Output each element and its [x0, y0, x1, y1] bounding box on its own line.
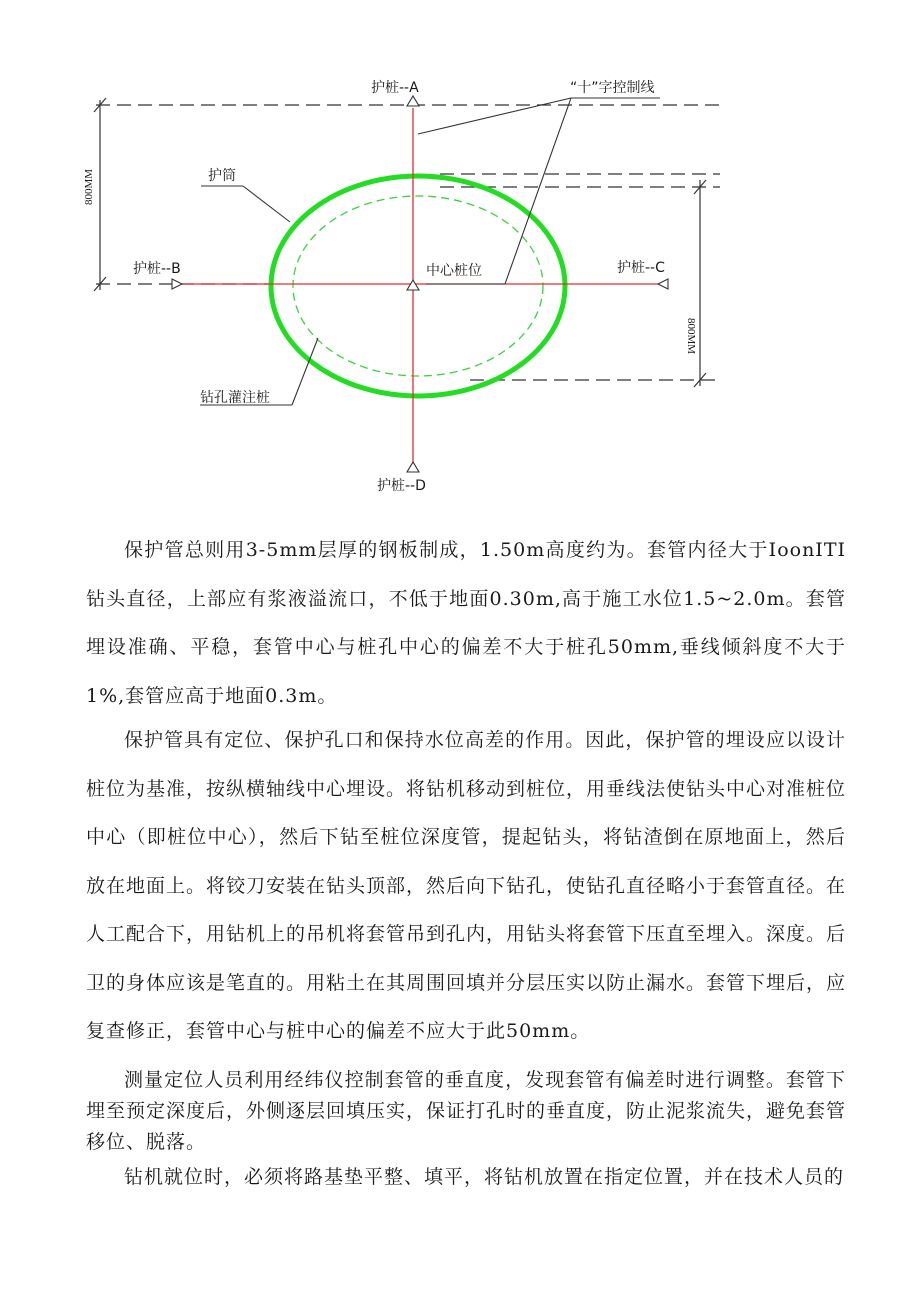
center-stake-marker [407, 280, 419, 290]
pile-d-label: 护桩--D [377, 478, 426, 494]
paragraph-drill-positioning: 钻机就位时，必须将路基垫平整、填平，将钻机放置在指定位置，并在技术人员的 [124, 1166, 845, 1188]
stake-b-marker [172, 279, 182, 289]
casing-ring [271, 176, 565, 396]
cross-control-lines [180, 108, 660, 466]
stake-a-marker [407, 96, 419, 106]
pile-a-label: 护桩--A [371, 80, 419, 96]
pile-casing-layout-diagram [0, 0, 920, 510]
stake-d-marker [407, 462, 419, 472]
pile-c-label: 护桩--C [617, 260, 665, 276]
dimension-dashed-lines [96, 105, 720, 380]
paragraph-verticality-control: 测量定位人员利用经纬仪控制套管的垂直度，发现套管有偏差时进行调整。套管下埋至预定深度后，外侧逐层回填压实，保证打孔时的垂直度，防止泥浆流失，避免套管移位、脱落。 [86, 1069, 847, 1153]
bored-pile-label: 钻孔灌注桩 [200, 390, 270, 406]
bored-pile-circle [293, 196, 543, 376]
casing-label: 护筒 [208, 168, 236, 184]
center-stake-label: 中心桩位 [426, 263, 482, 279]
control-line-label: “十”字控制线 [570, 80, 655, 96]
leader-lines [200, 98, 660, 405]
paragraph-casing-installation: 保护管具有定位、保护孔口和保持水位高差的作用。因此，保护管的埋设应以设计桩位为基准，按纵横轴线中心埋设。将钻机移动到桩位，用垂线法使钻头中心对准桩位中心（即桩位中心），然后下钻至桩位深度管，提起钻头，将钻渣倒在原地面上，然后放在地面上。将铰刀安装在钻头顶部，然后向下钻孔，使钻孔直径略小于套管直径。在人工配合下，用钻机上的吊机将套管吊到孔内，用钻头将套管下压直至埋入。深度。后卫的身体应该是笔直的。用粘土在其周围回填并分层压实以防止漏水。套管下埋后，应复查修正，套管中心与桩中心的偏差不应大于此50mm。 [86, 729, 847, 1042]
paragraph-casing-specification: 保护管总则用3-5mm层厚的钢板制成，1.50m高度约为。套管内径大于IoonITI钻头直径，上部应有浆液溢流口，不低于地面0.30m,高于施工水位1.5~2.0m。套管埋设准确、平稳，套管中心与桩孔中心的偏差不大于桩孔50mm,垂线倾斜度不大于1%,套管应高于地面0.3m。 [86, 539, 846, 707]
dimension-lines [94, 98, 706, 387]
dimension-right-label: 800MM [685, 318, 697, 355]
stake-c-marker [658, 279, 668, 289]
pile-b-label: 护桩--B [133, 261, 181, 277]
dimension-left-label: 800MM [83, 168, 95, 205]
